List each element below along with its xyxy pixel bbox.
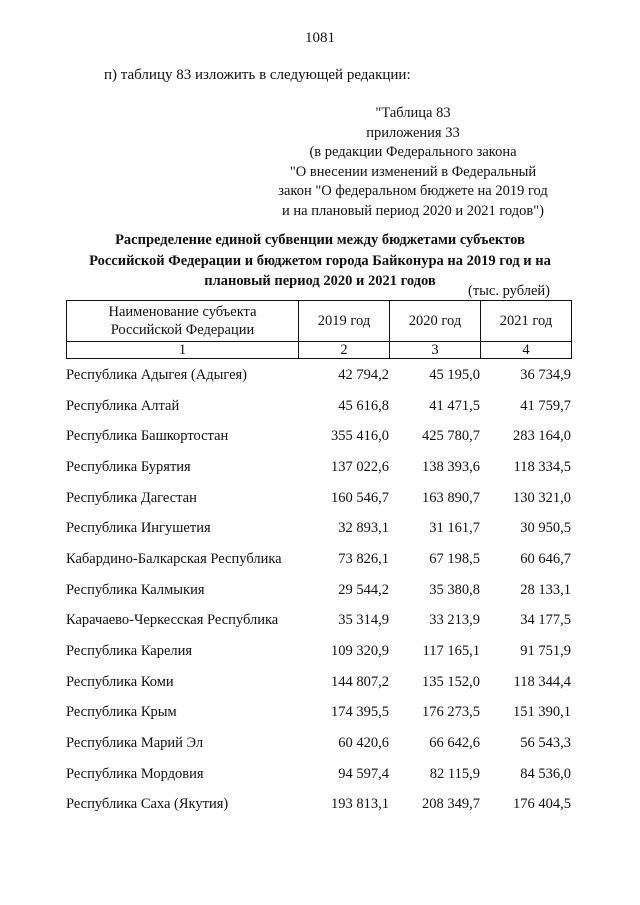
table-row	[66, 698, 571, 729]
value-2020: 66 642,6	[429, 735, 480, 752]
value-2020: 163 890,7	[422, 489, 480, 506]
table-row	[66, 728, 571, 759]
table-row	[66, 667, 571, 698]
table-row	[66, 606, 571, 637]
annotation-line: закон "О федеральном бюджете на 2019 год	[278, 183, 548, 200]
value-2021: 84 536,0	[520, 765, 571, 782]
value-2019: 29 544,2	[338, 581, 389, 598]
column-number: 3	[390, 342, 481, 359]
value-2021: 118 334,5	[513, 458, 571, 475]
subject-name: Республика Коми	[66, 673, 174, 690]
amendment-instruction: п) таблицу 83 изложить в следующей редакции:	[104, 67, 411, 83]
value-2020: 176 273,5	[422, 704, 480, 721]
subject-name: Республика Алтай	[66, 397, 180, 414]
table-body	[66, 360, 571, 820]
column-number: 1	[67, 342, 299, 359]
value-2021: 91 751,9	[520, 643, 571, 660]
page-number: 1081	[305, 30, 335, 46]
value-2021: 41 759,7	[520, 397, 571, 414]
value-2020: 208 349,7	[422, 796, 480, 813]
value-2020: 33 213,9	[429, 612, 480, 629]
value-2019: 35 314,9	[338, 612, 389, 629]
value-2021: 34 177,5	[520, 612, 571, 629]
column-number-row	[67, 342, 572, 359]
value-2021: 56 543,3	[520, 735, 571, 752]
value-2021: 118 344,4	[513, 673, 571, 690]
header-subject: Наименование субъекта Российской Федерации	[67, 301, 299, 342]
value-2021: 130 321,0	[513, 489, 571, 506]
table-annotation	[262, 104, 564, 222]
annotation-line: (в редакции Федерального закона	[309, 144, 517, 161]
value-2019: 109 320,9	[331, 643, 389, 660]
units-label: (тыс. рублей)	[468, 283, 550, 299]
value-2020: 45 195,0	[429, 366, 480, 383]
subject-name: Республика Дагестан	[66, 489, 197, 506]
table-row	[66, 790, 571, 821]
subject-name: Республика Башкортостан	[66, 428, 229, 445]
subject-name: Республика Марий Эл	[66, 735, 204, 752]
subject-name: Кабардино-Балкарская Республика	[66, 550, 282, 567]
title-line: Распределение единой субвенции между бюджетами субъектов	[115, 232, 525, 248]
header-2019: 2019 год	[299, 301, 390, 342]
annotation-line: "Таблица 83	[375, 105, 451, 121]
table-row	[66, 636, 571, 667]
column-number: 4	[481, 342, 572, 359]
subject-name: Республика Адыгея (Адыгея)	[66, 366, 248, 383]
value-2021: 283 164,0	[513, 428, 571, 445]
value-2020: 31 161,7	[429, 520, 480, 537]
value-2019: 42 794,2	[338, 366, 389, 383]
value-2020: 425 780,7	[422, 428, 480, 445]
value-2019: 144 807,2	[331, 673, 389, 690]
value-2019: 60 420,6	[338, 735, 389, 752]
value-2020: 138 393,6	[422, 458, 480, 475]
header-2020: 2020 год	[390, 301, 481, 342]
value-2019: 94 597,4	[338, 765, 389, 782]
value-2019: 32 893,1	[338, 520, 389, 537]
value-2019: 45 616,8	[338, 397, 389, 414]
table-row	[66, 759, 571, 790]
value-2021: 60 646,7	[520, 550, 571, 567]
value-2020: 67 198,5	[429, 550, 480, 567]
value-2020: 117 165,1	[422, 643, 480, 660]
title-line: плановый период 2020 и 2021 годов	[204, 273, 436, 289]
subject-name: Республика Карелия	[66, 643, 193, 660]
table-row	[66, 513, 571, 544]
table-row	[66, 421, 571, 452]
subject-name: Республика Бурятия	[66, 458, 191, 475]
subject-name: Карачаево-Черкесская Республика	[66, 612, 279, 629]
table-header	[66, 300, 572, 359]
value-2019: 174 395,5	[331, 704, 389, 721]
subject-name: Республика Мордовия	[66, 765, 204, 782]
value-2020: 135 152,0	[422, 673, 480, 690]
table-row	[66, 452, 571, 483]
annotation-line: приложения 33	[366, 124, 460, 141]
value-2019: 193 813,1	[331, 796, 389, 813]
table-row	[66, 483, 571, 514]
value-2021: 151 390,1	[513, 704, 571, 721]
subject-name: Республика Ингушетия	[66, 520, 211, 537]
table-row	[66, 544, 571, 575]
value-2021: 176 404,5	[513, 796, 571, 813]
annotation-line: "О внесении изменений в Федеральный	[289, 163, 537, 180]
value-2020: 41 471,5	[429, 397, 480, 414]
annotation-line: и на плановый период 2020 и 2021 годов")	[282, 202, 544, 219]
value-2019: 355 416,0	[331, 428, 389, 445]
subject-name: Республика Калмыкия	[66, 581, 205, 598]
value-2021: 36 734,9	[520, 366, 571, 383]
value-2019: 160 546,7	[331, 489, 389, 506]
column-number: 2	[299, 342, 390, 359]
table-row	[66, 360, 571, 391]
value-2021: 30 950,5	[520, 520, 571, 537]
title-line: Российской Федерации и бюджетом города Байконура на 2019 год и на	[89, 252, 551, 269]
value-2021: 28 133,1	[520, 581, 571, 598]
table-row	[66, 391, 571, 422]
value-2020: 82 115,9	[429, 765, 480, 782]
header-row	[67, 301, 572, 342]
value-2020: 35 380,8	[429, 581, 480, 598]
subject-name: Республика Саха (Якутия)	[66, 796, 229, 813]
value-2019: 137 022,6	[331, 458, 389, 475]
header-2021: 2021 год	[481, 301, 572, 342]
subject-name: Республика Крым	[66, 704, 177, 721]
value-2019: 73 826,1	[338, 550, 389, 567]
table-row	[66, 575, 571, 606]
